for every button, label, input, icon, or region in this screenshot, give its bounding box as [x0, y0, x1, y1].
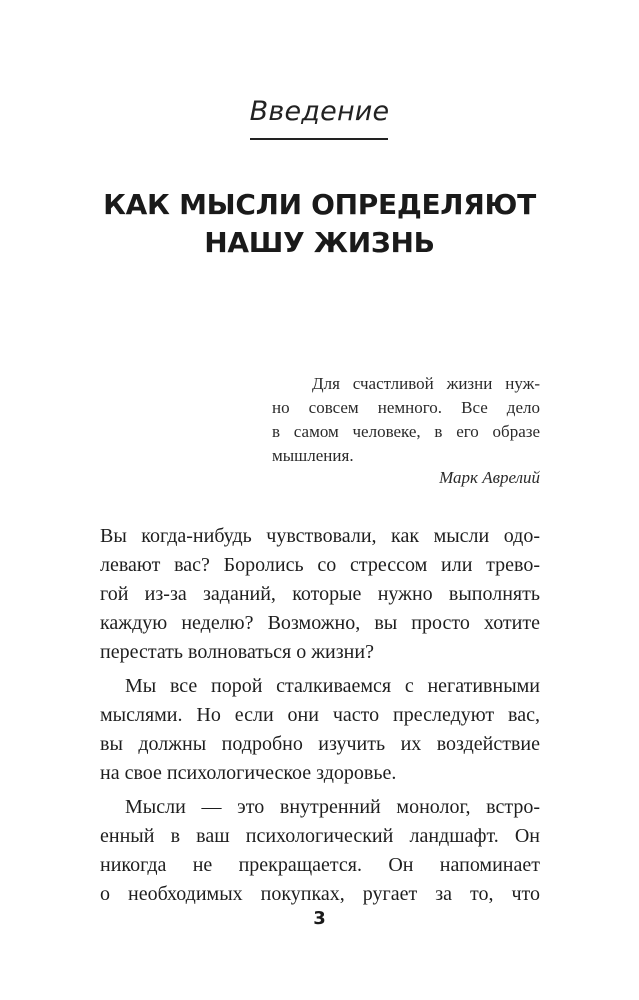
text-line: на свое психологическое здоровье. [100, 762, 397, 784]
epigraph-line: в самом человеке, в его образе [272, 422, 540, 441]
text-line: Мы все порой сталкиваемся с негативными [125, 675, 540, 697]
paragraph-3 [100, 793, 540, 909]
text-line: перестать волноваться о жизни? [100, 641, 374, 663]
chapter-title-line-1: КАК МЫСЛИ ОПРЕДЕЛЯЮТ [103, 188, 536, 221]
text-line: каждую неделю? Возможно, вы просто хотите [100, 612, 540, 634]
epigraph-line: мышления. [272, 446, 354, 465]
text-line: Вы когда-нибудь чувствовали, как мысли одо- [100, 525, 540, 547]
paragraph-1 [100, 522, 540, 667]
text-line: никогда не прекращается. Он напоминает [100, 854, 540, 876]
epigraph-author: Марк Аврелий [439, 468, 540, 487]
paragraph-2 [100, 672, 540, 788]
text-line: о необходимых покупках, ругает за то, что [100, 883, 540, 905]
text-line: мыслями. Но если они часто преследуют вас, [100, 704, 540, 726]
epigraph-line: Для счастливой жизни нуж- [312, 374, 540, 393]
chapter-title-line-2: НАШУ ЖИЗНЬ [204, 226, 435, 259]
section-underline [250, 138, 388, 140]
text-line: левают вас? Боролись со стрессом или трево- [100, 554, 540, 576]
epigraph-quote [272, 372, 540, 468]
epigraph-line: но совсем немного. Все дело [272, 398, 540, 417]
page-number: 3 [313, 908, 326, 929]
text-line: Мысли — это внутренний монолог, встро- [125, 796, 540, 818]
text-line: енный в ваш психологический ландшафт. Он [100, 825, 540, 847]
text-line: гой из-за заданий, которые нужно выполнять [100, 583, 540, 605]
body-text [100, 522, 540, 914]
section-label: Введение [249, 96, 390, 127]
chapter-title [0, 186, 639, 262]
text-line: вы должны подробно изучить их воздействие [100, 733, 540, 755]
